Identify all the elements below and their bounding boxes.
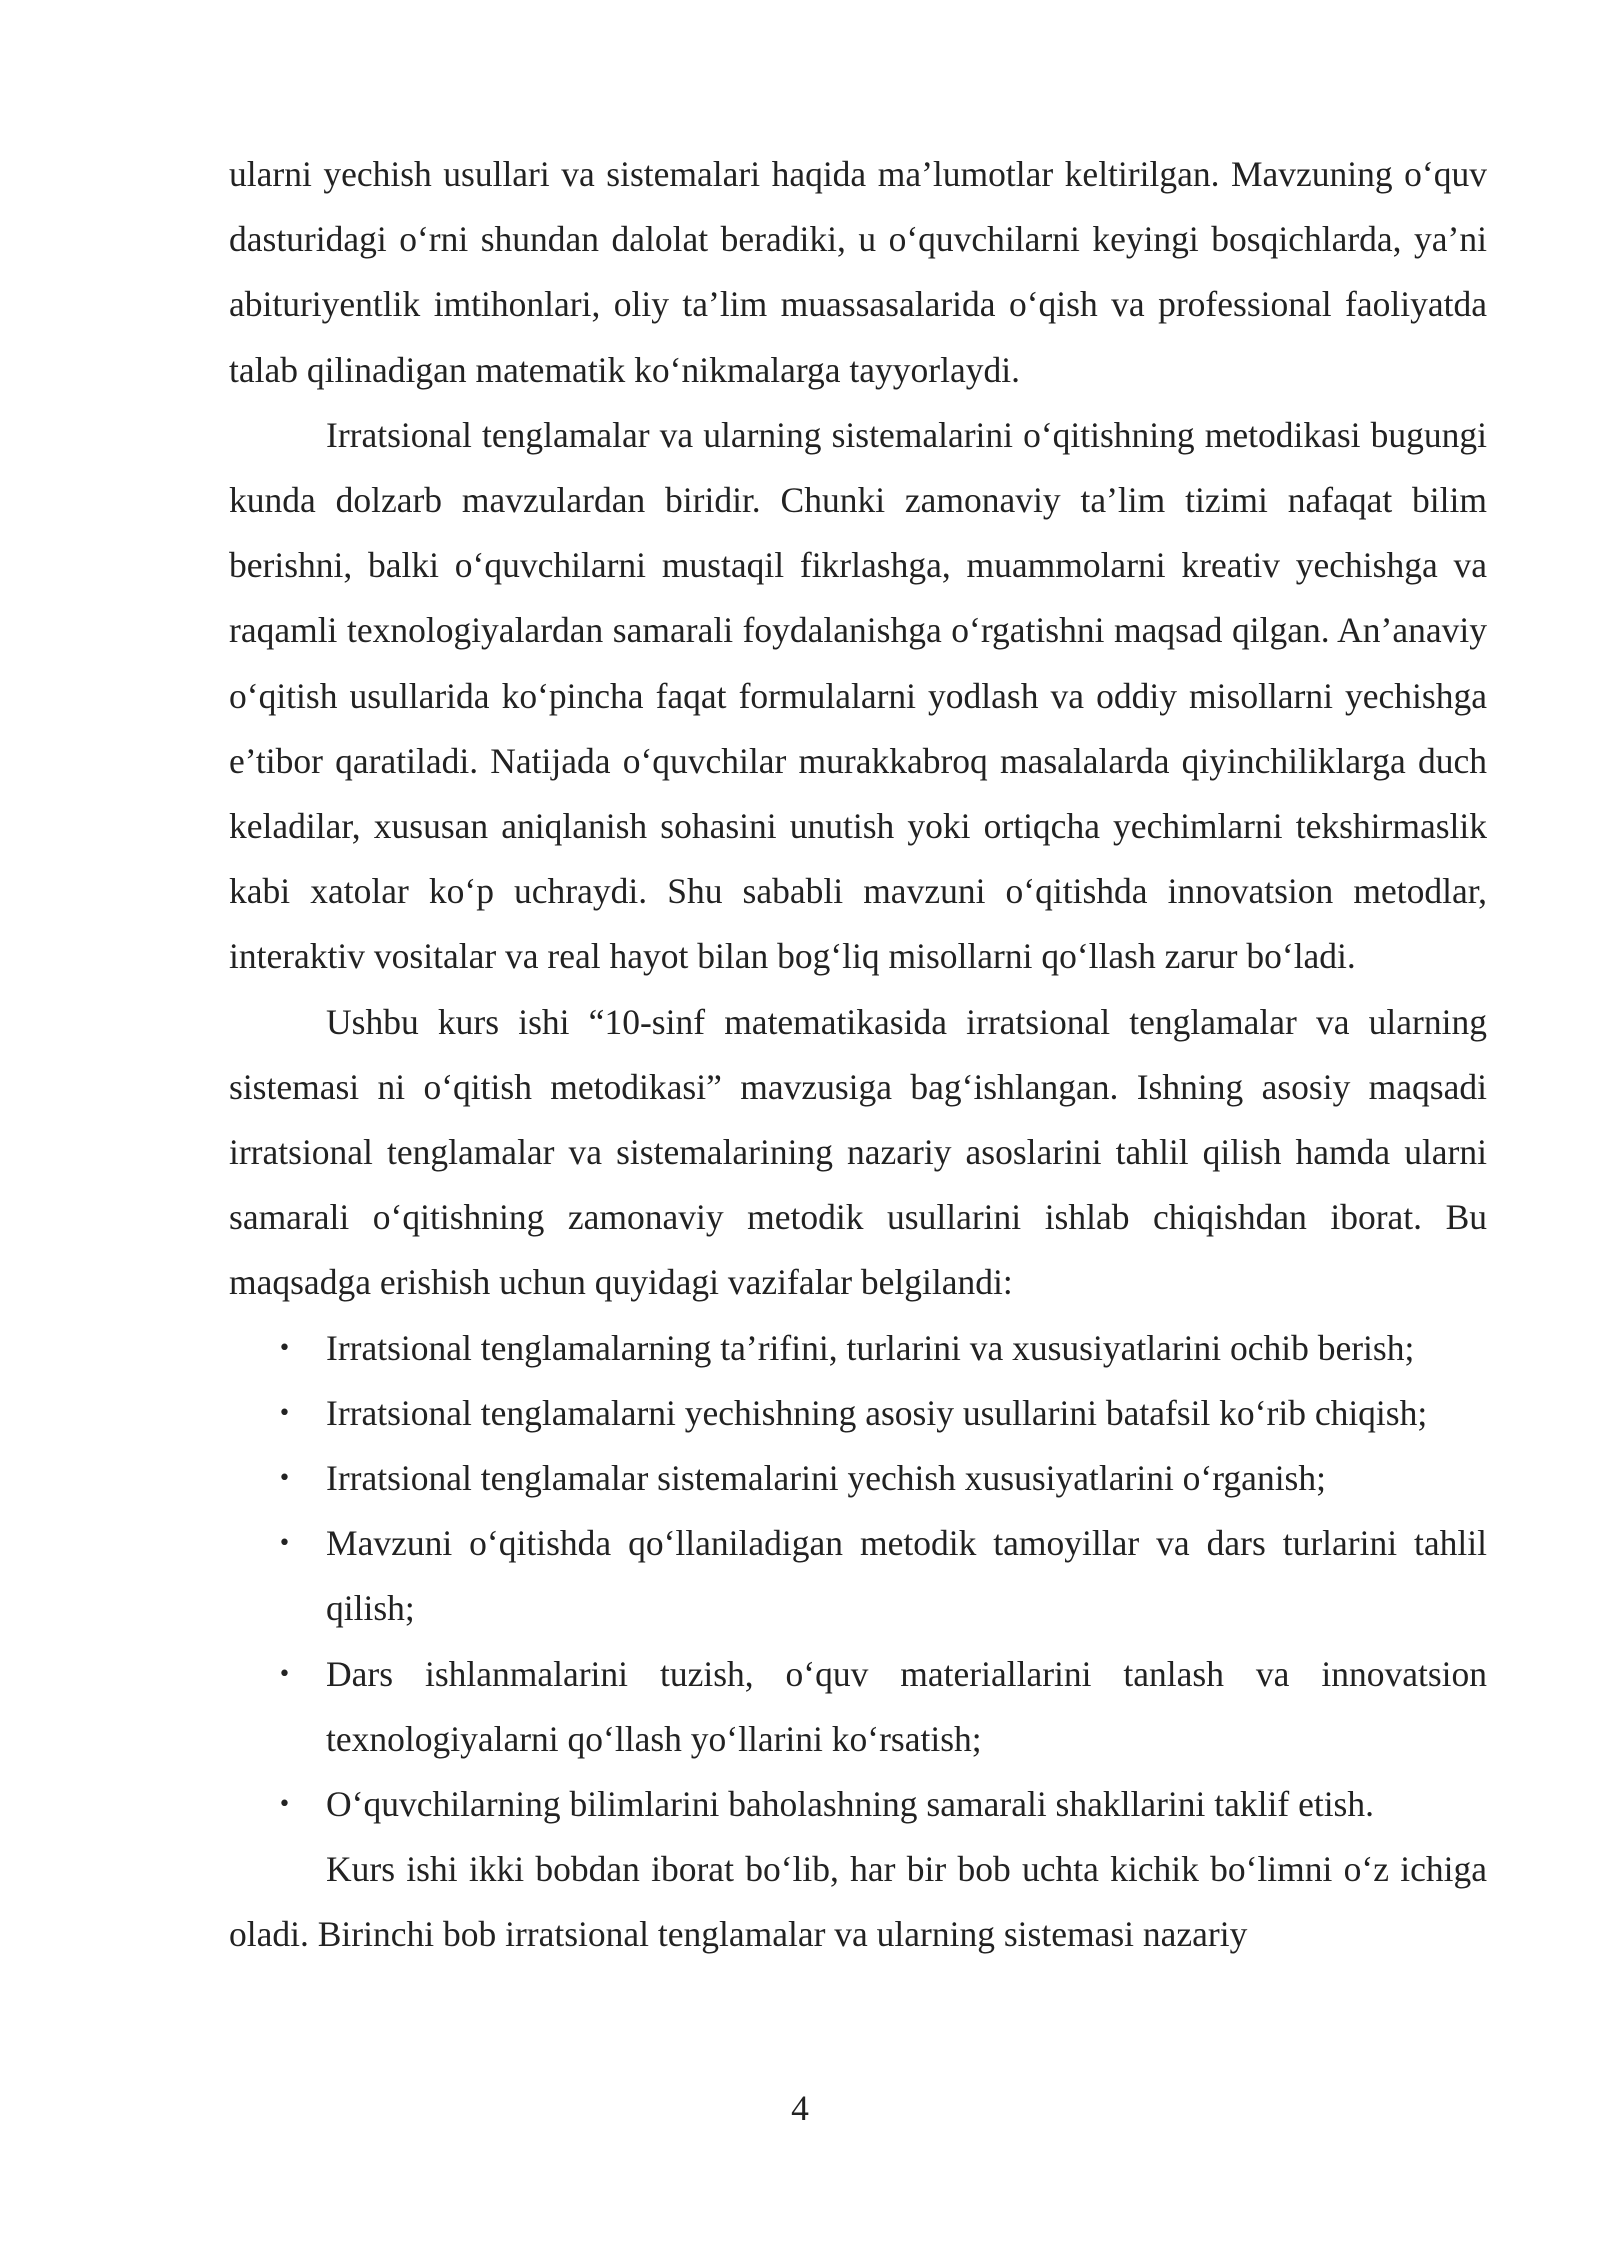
page-number: 4 [791,2088,809,2128]
bullet-icon: • [278,1531,291,1557]
list-item [229,1511,1487,1641]
list-item-text: Irratsional tenglamalarni yechishning asosiy usullarini batafsil ko‘rib chiqish; [326,1392,1428,1433]
list-item-text: Dars ishlanmalarini tuzish, o‘quv materiallarini tanlash va innovatsion texnologiyalarni qo‘llash yo‘llarini ko‘rsatish; [326,1653,1487,1759]
list-item [229,1446,1487,1511]
paragraph-structure: Kurs ishi ikki bobdan iborat bo‘lib, har bir bob uchta kichik bo‘limni o‘z ichiga oladi. Birinchi bob irratsional tenglamalar va ularning sistemasi nazariy [229,1849,1487,1955]
page-body [229,142,1487,1968]
list-item-text: Irratsional tenglamalar sistemalarini yechish xususiyatlarini o‘rganish; [326,1458,1326,1499]
paragraph-purpose: Ushbu kurs ishi “10-sinf matematikasida irratsional tenglamalar va ularning sistemasi ni o‘qitish metodikasi” mavzusiga bag‘ishlangan. Ishning asosiy maqsadi irratsional tenglamalar va sistemalarining nazariy asoslarini tahlil qilish hamda ularni samarali o‘qitishning zamonaviy metodik usullarini ishlab chiqishdan iborat. Bu maqsadga erishish uchun quyidagi vazifalar belgilandi: [229,1001,1487,1303]
bullet-icon: • [278,1400,291,1426]
list-item-text: Mavzuni o‘qitishda qo‘llaniladigan metodik tamoyillar va dars turlarini tahlil qilish; [326,1523,1487,1629]
list-item [229,1642,1487,1772]
paragraph-continuation: ularni yechish usullari va sistemalari haqida ma’lumotlar keltirilgan. Mavzuning o‘quv dasturidagi o‘rni shundan dalolat beradiki, u o‘quvchilarni keyingi bosqichlarda, ya’ni abituriyentlik imtihonlari, oliy ta’lim muassasalarida o‘qish va professional faoliyatda talab qilinadigan matematik ko‘nikmalarga tayyorlaydi. [229,154,1487,390]
tasks-list [229,1316,1487,1838]
list-item-text: Irratsional tenglamalarning ta’rifini, turlarini va xususiyatlarini ochib berish; [326,1327,1415,1368]
paragraph-relevance: Irratsional tenglamalar va ularning sistemalarini o‘qitishning metodikasi bugungi kunda dolzarb mavzulardan biridir. Chunki zamonaviy ta’lim tizimi nafaqat bilim berishni, balki o‘quvchilarni mustaqil fikrlashga, muammolarni kreativ yechishga va raqamli texnologiyalardan samarali foydalanishga o‘rgatishni maqsad qilgan. An’anaviy o‘qitish usullarida ko‘pincha faqat formulalarni yodlash va oddiy misollarni yechishga e’tibor qaratiladi. Natijada o‘quvchilar murakkabroq masalalarda qiyinchiliklarga duch keladilar, xususan aniqlanish sohasini unutish yoki ortiqcha yechimlarni tekshirmaslik kabi xatolar ko‘p uchraydi. Shu sababli mavzuni o‘qitishda innovatsion metodlar, interaktiv vositalar va real hayot bilan bog‘liq misollarni qo‘llash zarur bo‘ladi. [229,414,1487,977]
list-item-text: O‘quvchilarning bilimlarini baholashning samarali shakllarini taklif etish. [326,1784,1374,1825]
bullet-icon: • [278,1661,291,1687]
bullet-icon: • [278,1466,291,1492]
bullet-icon: • [278,1335,291,1361]
bullet-icon: • [278,1792,291,1818]
list-item [229,1381,1487,1446]
list-item [229,1772,1487,1837]
list-item [229,1316,1487,1381]
